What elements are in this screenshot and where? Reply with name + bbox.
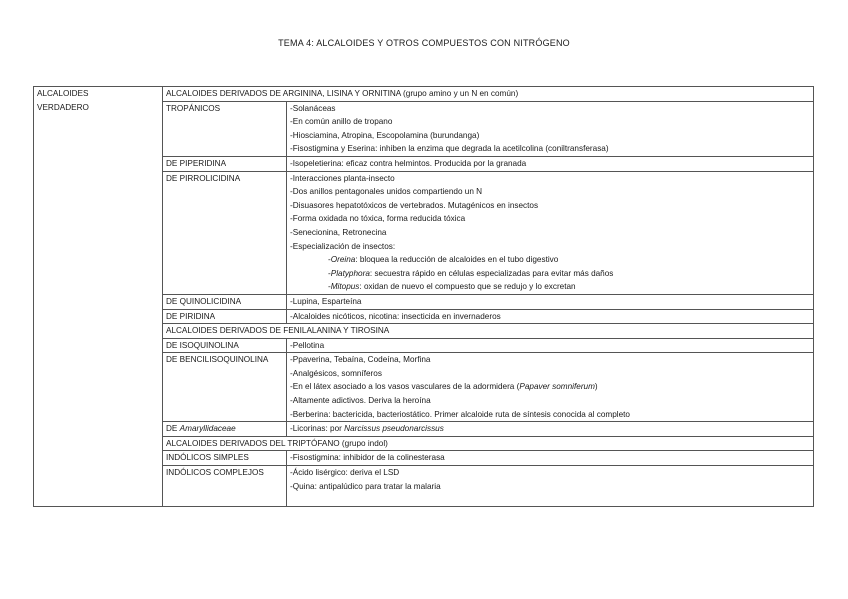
row-label-piperidina: DE PIPERIDINA [163, 156, 287, 171]
row-label-amaryllidaceae [163, 422, 287, 437]
content-line: -Ppaverina, Tebaína, Codeína, Morfina [290, 355, 431, 365]
species-name: Platyphora [330, 268, 370, 278]
row-content-isoquinolina [287, 338, 814, 353]
row-content-amaryllidaceae [287, 422, 814, 437]
row-content-indolicos-simples [287, 451, 814, 466]
content-line: -Altamente adictivos. Deriva la heroína [290, 396, 431, 406]
category-cell [34, 87, 163, 507]
content-line: -Berberina: bactericida, bacteriostático. Primer alcaloide ruta de síntesis conocida al completo [290, 409, 630, 419]
content-line [290, 380, 810, 394]
sub-prefix: - [328, 282, 331, 292]
content-line: -Fisostigmina y Eserina: inhiben la enzima que degrada la acetilcolina (coniltransferasa) [290, 144, 609, 154]
row-label-indolicos-complejos: INDÓLICOS COMPLEJOS [163, 466, 287, 507]
content-line [290, 422, 810, 436]
species-name: Mitopus [330, 282, 360, 292]
content-line: -Ácido lisérgico: deriva el LSD [290, 468, 400, 478]
row-content-piridina [287, 309, 814, 324]
sub-line [290, 280, 810, 294]
content-line: -Analgésicos, somníferos [290, 368, 382, 378]
content-line: -Solanáceas [290, 103, 336, 113]
content-line: -Especialización de insectos: [290, 241, 396, 251]
sub-text: : oxidan de nuevo el compuesto que se redujo y lo excretan [359, 282, 576, 292]
row-label-isoquinolina: DE ISOQUINOLINA [163, 338, 287, 353]
family-name: Amaryllidaceae [179, 424, 236, 434]
content-line: -Alcaloides nicóticos, nicotina: insecticida en invernaderos [290, 311, 501, 321]
species-name: Oreina [330, 255, 356, 265]
document-title: TEMA 4: ALCALOIDES Y OTROS COMPUESTOS CON NITRÓGENO [278, 38, 570, 48]
row-label-pirrolicidina: DE PIRROLICIDINA [163, 171, 287, 294]
category-line: VERDADERO [37, 102, 89, 112]
species-name: Narcissus pseudonarcissus [344, 424, 444, 434]
category-line: ALCALOIDES [37, 89, 89, 98]
table-row [34, 87, 814, 102]
content-text: -Licorinas: por [290, 424, 345, 434]
row-content-piperidina [287, 156, 814, 171]
content-line: -Lupina, Esparteína [290, 296, 362, 306]
row-label-bencilisoquinolina: DE BENCILISOQUINOLINA [163, 353, 287, 422]
content-line: -Dos anillos pentagonales unidos compartiendo un N [290, 187, 483, 197]
row-content-bencilisoquinolina [287, 353, 814, 422]
row-label-quinolicidina: DE QUINOLICIDINA [163, 294, 287, 309]
row-label-tropanicos: TROPÁNICOS [163, 101, 287, 156]
row-content-indolicos-complejos [287, 466, 814, 507]
sub-line [290, 267, 810, 281]
content-line: -Disuasores hepatotóxicos de vertebrados. Mutagénicos en insectos [290, 200, 539, 210]
alkaloids-table [33, 86, 814, 507]
section-header-phenylalanine: ALCALOIDES DERIVADOS DE FENILALANINA Y TIROSINA [163, 324, 814, 339]
sub-line [290, 253, 810, 267]
sub-prefix: - [328, 255, 331, 265]
section-header-arginine: ALCALOIDES DERIVADOS DE ARGININA, LISINA Y ORNITINA (grupo amino y un N en común) [163, 87, 814, 102]
row-label-indolicos-simples: INDÓLICOS SIMPLES [163, 451, 287, 466]
content-line: -Interacciones planta-insecto [290, 173, 395, 183]
section-header-tryptophan: ALCALOIDES DERIVADOS DEL TRIPTÓFANO (grupo indol) [163, 436, 814, 451]
label-prefix: DE [166, 424, 180, 434]
species-name: Papaver somniferum [519, 382, 595, 392]
sub-text: : secuestra rápido en células especializadas para evitar más daños [369, 268, 614, 278]
row-content-tropanicos [287, 101, 814, 156]
content-line: -En común anillo de tropano [290, 117, 393, 127]
sub-prefix: - [328, 268, 331, 278]
content-line: -Hiosciamina, Atropina, Escopolamina (burundanga) [290, 130, 480, 140]
latex-close: ) [594, 382, 598, 392]
row-label-piridina: DE PIRIDINA [163, 309, 287, 324]
content-line: -Pellotina [290, 340, 325, 350]
sub-text: : bloquea la reducción de alcaloides en el tubo digestivo [355, 255, 559, 265]
content-line: -Fisostigmina: inhibidor de la colinesterasa [290, 453, 445, 463]
row-content-quinolicidina [287, 294, 814, 309]
latex-text: -En el látex asociado a los vasos vasculares de la adormidera ( [290, 382, 520, 392]
content-line: -Isopeletierina: eficaz contra helmintos. Producida por la granada [290, 158, 527, 168]
row-content-pirrolicidina [287, 171, 814, 294]
content-line: -Forma oxidada no tóxica, forma reducida tóxica [290, 214, 466, 224]
content-line: -Senecionina, Retronecina [290, 227, 387, 237]
content-line: -Quina: antipalúdico para tratar la malaria [290, 481, 441, 491]
